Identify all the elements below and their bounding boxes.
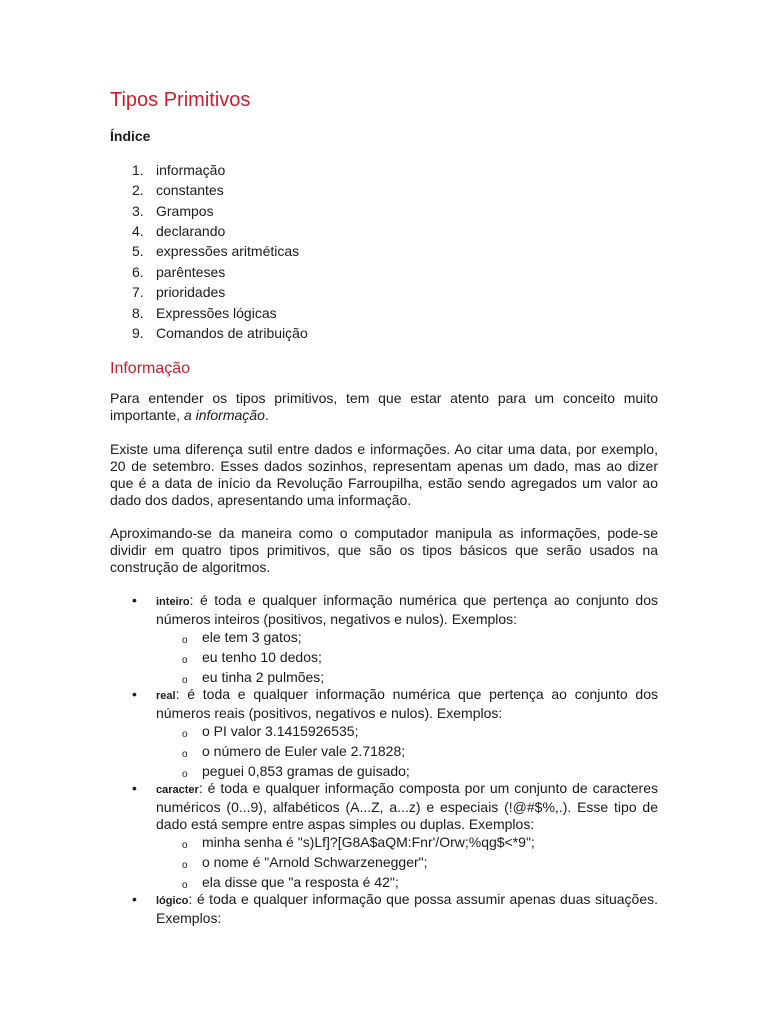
type-desc: : é toda e qualquer informação numérica que pertença ao conjunto dos números inteiros (positivos, negativos e nulos). Exemplos: <box>156 591 658 627</box>
index-label: parênteses <box>156 263 226 280</box>
index-item[interactable] <box>110 323 658 343</box>
examples-list <box>156 834 658 891</box>
example-text: o número de Euler vale 2.71828; <box>202 742 406 759</box>
example-text: peguei 0,853 gramas de guisado; <box>202 762 410 779</box>
index-number: 7. <box>132 284 144 301</box>
example-text: ele tem 3 gatos; <box>202 628 302 645</box>
index-number: 5. <box>132 243 144 260</box>
example-item <box>156 669 658 686</box>
type-item-logico <box>110 891 658 927</box>
example-item <box>156 743 658 760</box>
index-number: 2. <box>132 182 144 199</box>
index-item[interactable] <box>110 303 658 323</box>
type-term: real <box>156 689 176 702</box>
index-item[interactable] <box>110 221 658 241</box>
index-number: 3. <box>132 202 144 219</box>
example-text: eu tenho 10 dedos; <box>202 648 322 665</box>
sub-bullet-icon: o <box>182 674 188 686</box>
examples-list <box>156 629 658 686</box>
sub-bullet-icon: o <box>182 728 188 740</box>
index-item[interactable] <box>110 160 658 180</box>
index-item[interactable] <box>110 241 658 261</box>
example-text: o nome é "Arnold Schwarzenegger"; <box>202 853 428 870</box>
index-label: Expressões lógicas <box>156 304 277 321</box>
example-text: ela disse que "a resposta é 42"; <box>202 873 399 890</box>
index-number: 6. <box>132 263 144 280</box>
page-title: Tipos Primitivos <box>110 89 251 111</box>
examples-list <box>156 723 658 780</box>
index-list <box>110 160 658 344</box>
type-desc: : é toda e qualquer informação que possa assumir apenas duas situações. Exemplos: <box>156 890 658 926</box>
paragraph-text: . <box>264 406 269 423</box>
index-label: constantes <box>156 182 224 199</box>
type-description <box>156 592 658 628</box>
type-description <box>156 780 658 833</box>
sub-bullet-icon: o <box>182 654 188 666</box>
example-item <box>156 834 658 851</box>
paragraph-difference: Existe uma diferença sutil entre dados e informações. Ao citar uma data, por exemplo, 20 de setembro. Esses dados sozinhos, representam apenas um dado, mas ao dizer que é a data de início da Revolução Farroupilha, estão sendo agregados um valor ao dado dos dados, apresentando uma informação. <box>110 440 658 508</box>
example-text: minha senha é "s)Lf]?[G8A$aQM:Fnr'/Orw;%qg$<*9"; <box>202 833 535 850</box>
bullet-icon: • <box>132 685 137 702</box>
sub-bullet-icon: o <box>182 859 188 871</box>
index-item[interactable] <box>110 201 658 221</box>
sub-bullet-icon: o <box>182 634 188 646</box>
document-content <box>110 88 658 927</box>
index-label: Comandos de atribuição <box>156 325 308 342</box>
type-term: lógico <box>156 894 189 907</box>
index-label: declarando <box>156 223 226 240</box>
type-item-inteiro <box>110 592 658 686</box>
type-item-real <box>110 686 658 780</box>
example-item <box>156 649 658 666</box>
example-item <box>156 723 658 740</box>
example-item <box>156 763 658 780</box>
index-label: expressões aritméticas <box>156 243 300 260</box>
type-term: caracter <box>156 783 199 796</box>
bullet-icon: • <box>132 890 137 907</box>
index-item[interactable] <box>110 180 658 200</box>
sub-bullet-icon: o <box>182 768 188 780</box>
index-label: Grampos <box>156 202 214 219</box>
example-item <box>156 874 658 891</box>
index-number: 4. <box>132 223 144 240</box>
sub-bullet-icon: o <box>182 748 188 760</box>
paragraph-intro <box>110 390 658 424</box>
bullet-icon: • <box>132 591 137 608</box>
example-item <box>156 854 658 871</box>
section-heading-informacao: Informação <box>110 360 191 378</box>
emphasis-text: a informação <box>183 406 265 423</box>
index-label: prioridades <box>156 284 226 301</box>
index-number: 9. <box>132 325 144 342</box>
index-label: informação <box>156 161 226 178</box>
example-item <box>156 629 658 646</box>
sub-bullet-icon: o <box>182 839 188 851</box>
type-desc: : é toda e qualquer informação composta por um conjunto de caracteres numéricos (0...9), alfabéticos (A...Z, a...z) e especiais (!@#$%,.). Esse tipo de dado está sempre entre aspas simples ou duplas. Exemplos: <box>156 779 658 832</box>
type-item-caracter <box>110 780 658 891</box>
example-text: eu tinha 2 pulmões; <box>202 668 325 685</box>
index-item[interactable] <box>110 262 658 282</box>
bullet-icon: • <box>132 779 137 796</box>
paragraph-text: Para entender os tipos primitivos, tem que estar atento para um conceito muito importante, <box>110 389 658 423</box>
index-number: 1. <box>132 161 144 178</box>
example-text: o PI valor 3.1415926535; <box>202 722 359 739</box>
paragraph-primitive-types: Aproximando-se da maneira como o computador manipula as informações, pode-se dividir em quatro tipos primitivos, que são os tipos básicos que serão usados na construção de algoritmos. <box>110 524 658 575</box>
index-item[interactable] <box>110 282 658 302</box>
type-description <box>156 686 658 722</box>
sub-bullet-icon: o <box>182 879 188 891</box>
type-desc: : é toda e qualquer informação numérica que pertença ao conjunto dos números reais (positivos, negativos e nulos). Exemplos: <box>156 685 658 721</box>
primitive-types-list <box>110 592 658 927</box>
index-heading: Índice <box>110 127 151 144</box>
index-number: 8. <box>132 304 144 321</box>
type-description <box>156 891 658 927</box>
type-term: inteiro <box>156 595 190 608</box>
